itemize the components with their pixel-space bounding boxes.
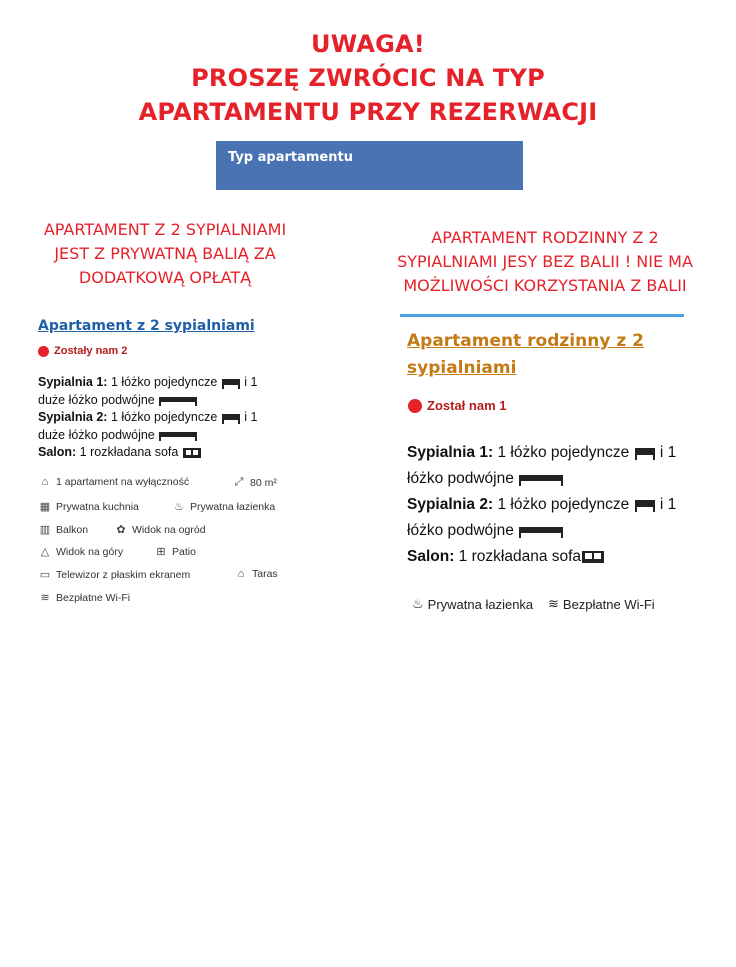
right-warning-line: SYPIALNIAMI JESY BEZ BALII ! NIE MA xyxy=(397,252,693,271)
amenity-label: Telewizor z płaskim ekranem xyxy=(56,568,191,581)
amenity-item xyxy=(38,591,130,604)
bedroom2-label: Sypialnia 2: xyxy=(407,496,494,513)
amenity-label: 80 m² xyxy=(250,476,277,489)
left-warning-line: APARTAMENT Z 2 SYPIALNIAMI xyxy=(43,220,287,239)
amenity-item xyxy=(232,476,277,489)
amenity-item xyxy=(38,568,190,581)
amenity-label: Patio xyxy=(172,545,196,558)
bedroom2-text-cont: łóżko podwójne xyxy=(407,522,519,539)
bedroom2-text: 1 łóżko pojedyncze xyxy=(493,496,634,513)
bedroom1-text: 1 łóżko pojedyncze xyxy=(107,375,221,389)
timer-icon xyxy=(38,346,49,357)
home-icon: ⌂ xyxy=(41,476,49,488)
balcony-icon: ▥ xyxy=(39,524,51,536)
right-warning-line: MOŻLIWOŚCI KORZYSTANIA Z BALII xyxy=(403,276,687,295)
left-warning xyxy=(20,218,310,290)
right-warning-line: APARTAMENT RODZINNY Z 2 xyxy=(431,228,659,247)
bedroom2-label: Sypialnia 2: xyxy=(38,410,108,424)
salon-text: 1 rozkładana sofa xyxy=(76,445,182,459)
mountain-icon: △ xyxy=(40,546,50,558)
wifi-icon: ≋ xyxy=(40,592,50,604)
apartment-type-label: Typ apartamentu xyxy=(228,150,353,165)
double-bed-icon xyxy=(518,524,564,538)
warning-heading-line2: PROSZĘ ZWRÓCIC NA TYP xyxy=(191,64,545,92)
bedroom2-text: 1 łóżko pojedyncze xyxy=(107,410,221,424)
amenity-label: Balkon xyxy=(56,523,89,536)
bedroom2-text-cont: duże łóżko podwójne xyxy=(38,427,159,442)
bedroom1-text-cont: i 1 xyxy=(655,444,677,461)
bedroom2-text-cont: i 1 xyxy=(655,496,677,513)
left-warning-line: DODATKOWĄ OPŁATĄ xyxy=(78,268,252,287)
salon-text: 1 rozkładana sofa xyxy=(454,548,582,565)
amenity-label: Prywatna łazienka xyxy=(427,596,534,612)
bathroom-icon: ♨ xyxy=(174,501,184,513)
amenity-item xyxy=(114,523,206,536)
timer-icon xyxy=(408,399,422,413)
left-room-details xyxy=(38,374,308,462)
left-apartment-title[interactable]: Apartament z 2 sypialniami xyxy=(38,318,255,334)
single-bed-icon xyxy=(634,446,656,460)
wifi-icon: ≋ xyxy=(548,596,559,611)
salon-label: Salon: xyxy=(407,548,455,565)
amenity-label: Bezpłatne Wi-Fi xyxy=(562,596,655,612)
amenity-label: Bezpłatne Wi-Fi xyxy=(56,591,131,604)
warning-heading-line1: UWAGA! xyxy=(311,30,425,58)
left-warning-line: JEST Z PRYWATNĄ BALIĄ ZA xyxy=(54,244,276,263)
double-bed-icon xyxy=(518,472,564,486)
amenity-item xyxy=(412,596,533,612)
double-bed-icon xyxy=(158,429,198,441)
terrace-icon: ⌂ xyxy=(237,568,245,580)
right-availability-text: Został nam 1 xyxy=(427,398,507,413)
sofa-icon xyxy=(182,447,202,459)
kitchen-icon: ▦ xyxy=(39,501,51,513)
apartment-type-box xyxy=(216,141,523,190)
double-bed-icon xyxy=(158,394,198,406)
amenity-item xyxy=(38,500,139,513)
garden-icon: ✿ xyxy=(116,524,126,536)
amenity-item xyxy=(234,568,278,580)
salon-label: Salon: xyxy=(38,445,77,459)
bedroom1-text-cont: i 1 xyxy=(240,375,258,389)
bedroom1-text-cont: duże łóżko podwójne xyxy=(38,392,159,407)
patio-icon: ⊞ xyxy=(156,546,166,558)
single-bed-icon xyxy=(634,498,656,512)
divider xyxy=(400,314,684,317)
left-availability-badge xyxy=(38,345,127,357)
amenity-item xyxy=(38,545,123,558)
left-availability-text: Zostały nam 2 xyxy=(54,345,128,357)
amenity-label: Prywatna kuchnia xyxy=(56,500,139,513)
single-bed-icon xyxy=(221,377,241,389)
warning-heading-line3: APARTAMENTU PRZY REZERWACJI xyxy=(138,98,598,126)
sofa-icon xyxy=(581,550,605,564)
single-bed-icon xyxy=(221,412,241,424)
right-warning xyxy=(360,226,730,298)
bedroom2-text-cont: i 1 xyxy=(240,410,258,424)
area-icon: ⤢ xyxy=(234,476,244,488)
right-availability-badge xyxy=(408,398,506,413)
amenity-label: Widok na ogród xyxy=(132,523,206,536)
amenity-label: 1 apartament na wyłączność xyxy=(56,476,190,488)
bedroom1-text-cont: łóżko podwójne xyxy=(407,470,519,487)
amenity-label: Prywatna łazienka xyxy=(190,500,276,513)
amenity-item xyxy=(154,545,196,558)
amenity-item xyxy=(548,596,655,612)
amenity-label: Widok na góry xyxy=(56,545,124,558)
right-room-details xyxy=(407,440,697,570)
tv-icon: ▭ xyxy=(39,569,51,581)
right-apartment-title[interactable]: Apartament rodzinny z 2 sypialniami xyxy=(407,331,644,378)
bedroom1-text: 1 łóżko pojedyncze xyxy=(493,444,634,461)
bathroom-icon: ♨ xyxy=(412,596,424,611)
amenity-item xyxy=(38,523,88,536)
amenity-label: Taras xyxy=(252,568,278,580)
amenity-item xyxy=(38,476,189,488)
amenity-item xyxy=(172,500,275,513)
bedroom1-label: Sypialnia 1: xyxy=(407,444,494,461)
bedroom1-label: Sypialnia 1: xyxy=(38,375,108,389)
